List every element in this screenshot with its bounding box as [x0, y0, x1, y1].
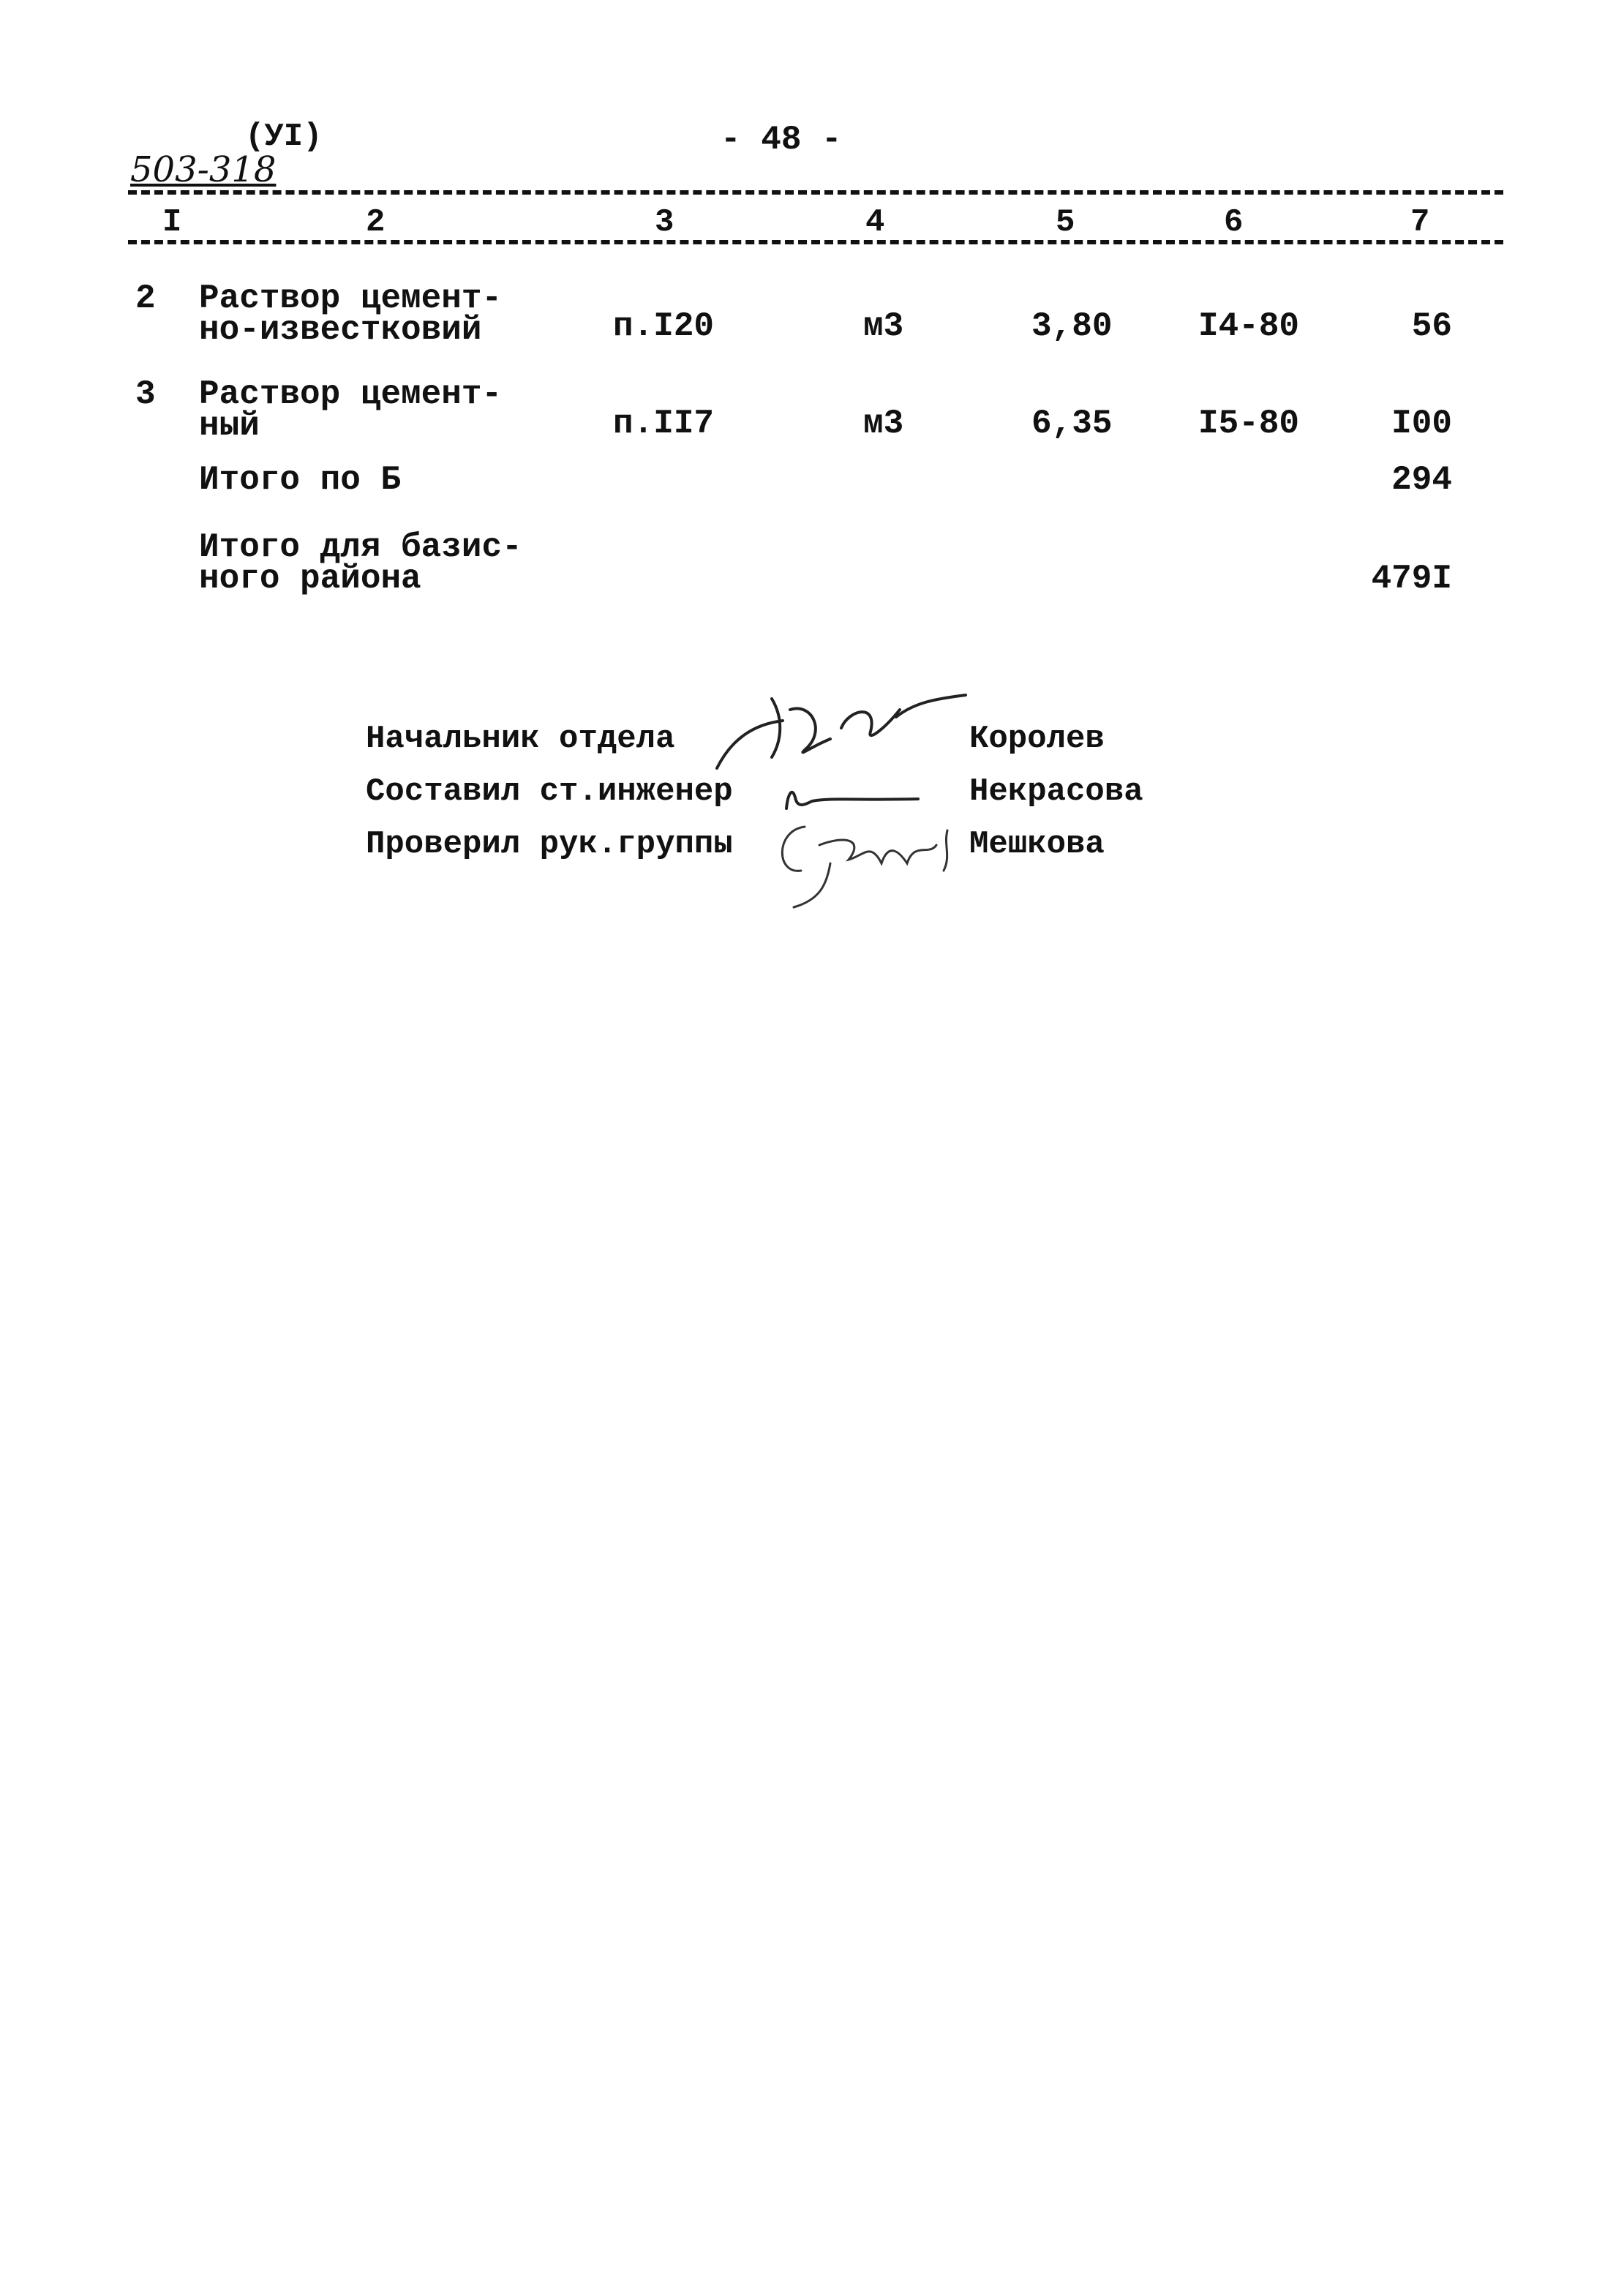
- item-total: 56: [1411, 307, 1452, 345]
- signatory-name: Мешкова: [969, 826, 1105, 863]
- total-label-line-2: ного района: [199, 560, 421, 598]
- item-unit: м3: [863, 307, 904, 345]
- signatory-role: Начальник отдела: [366, 721, 675, 757]
- item-reference: п.II7: [613, 405, 715, 443]
- row-number: 2: [135, 279, 156, 318]
- total-label-line-1: Итого для базис-: [199, 528, 522, 566]
- signatory-name: Некрасова: [969, 773, 1143, 810]
- column-number-4: 4: [865, 204, 885, 241]
- item-unit: м3: [863, 405, 904, 443]
- item-total: I00: [1391, 405, 1452, 443]
- column-number-6: 6: [1224, 204, 1244, 241]
- item-reference: п.I20: [613, 307, 715, 345]
- total-value: 479I: [1371, 560, 1452, 598]
- document-code: 503-318: [130, 149, 277, 190]
- subtotal-value: 294: [1391, 461, 1452, 499]
- item-name-line-1: Раствор цемент-: [199, 279, 503, 318]
- item-quantity: 3,80: [1031, 307, 1113, 345]
- column-number-7: 7: [1410, 204, 1430, 241]
- signatory-role: Составил ст.инженер: [366, 773, 733, 810]
- section-label: (УI): [245, 119, 323, 155]
- column-number-1: I: [162, 204, 182, 241]
- column-number-3: 3: [655, 204, 674, 241]
- header-rule: [128, 190, 1503, 195]
- subtotal-label: Итого по Б: [199, 461, 402, 499]
- item-price: I5-80: [1198, 405, 1300, 443]
- item-quantity: 6,35: [1031, 405, 1113, 443]
- column-numbers-rule: [128, 240, 1503, 244]
- signatory-role: Проверил рук.группы: [366, 826, 733, 863]
- column-number-2: 2: [366, 204, 386, 241]
- item-price: I4-80: [1198, 307, 1300, 345]
- item-name-line-1: Раствор цемент-: [199, 375, 503, 413]
- handwritten-signature: [702, 688, 980, 776]
- handwritten-signature: [761, 812, 973, 915]
- signatory-name: Королев: [969, 721, 1105, 757]
- page-number: - 48 -: [721, 121, 842, 159]
- item-name-line-2: ный: [199, 407, 260, 445]
- item-name-line-2: но-известковий: [199, 311, 482, 349]
- row-number: 3: [135, 375, 156, 413]
- column-number-5: 5: [1056, 204, 1075, 241]
